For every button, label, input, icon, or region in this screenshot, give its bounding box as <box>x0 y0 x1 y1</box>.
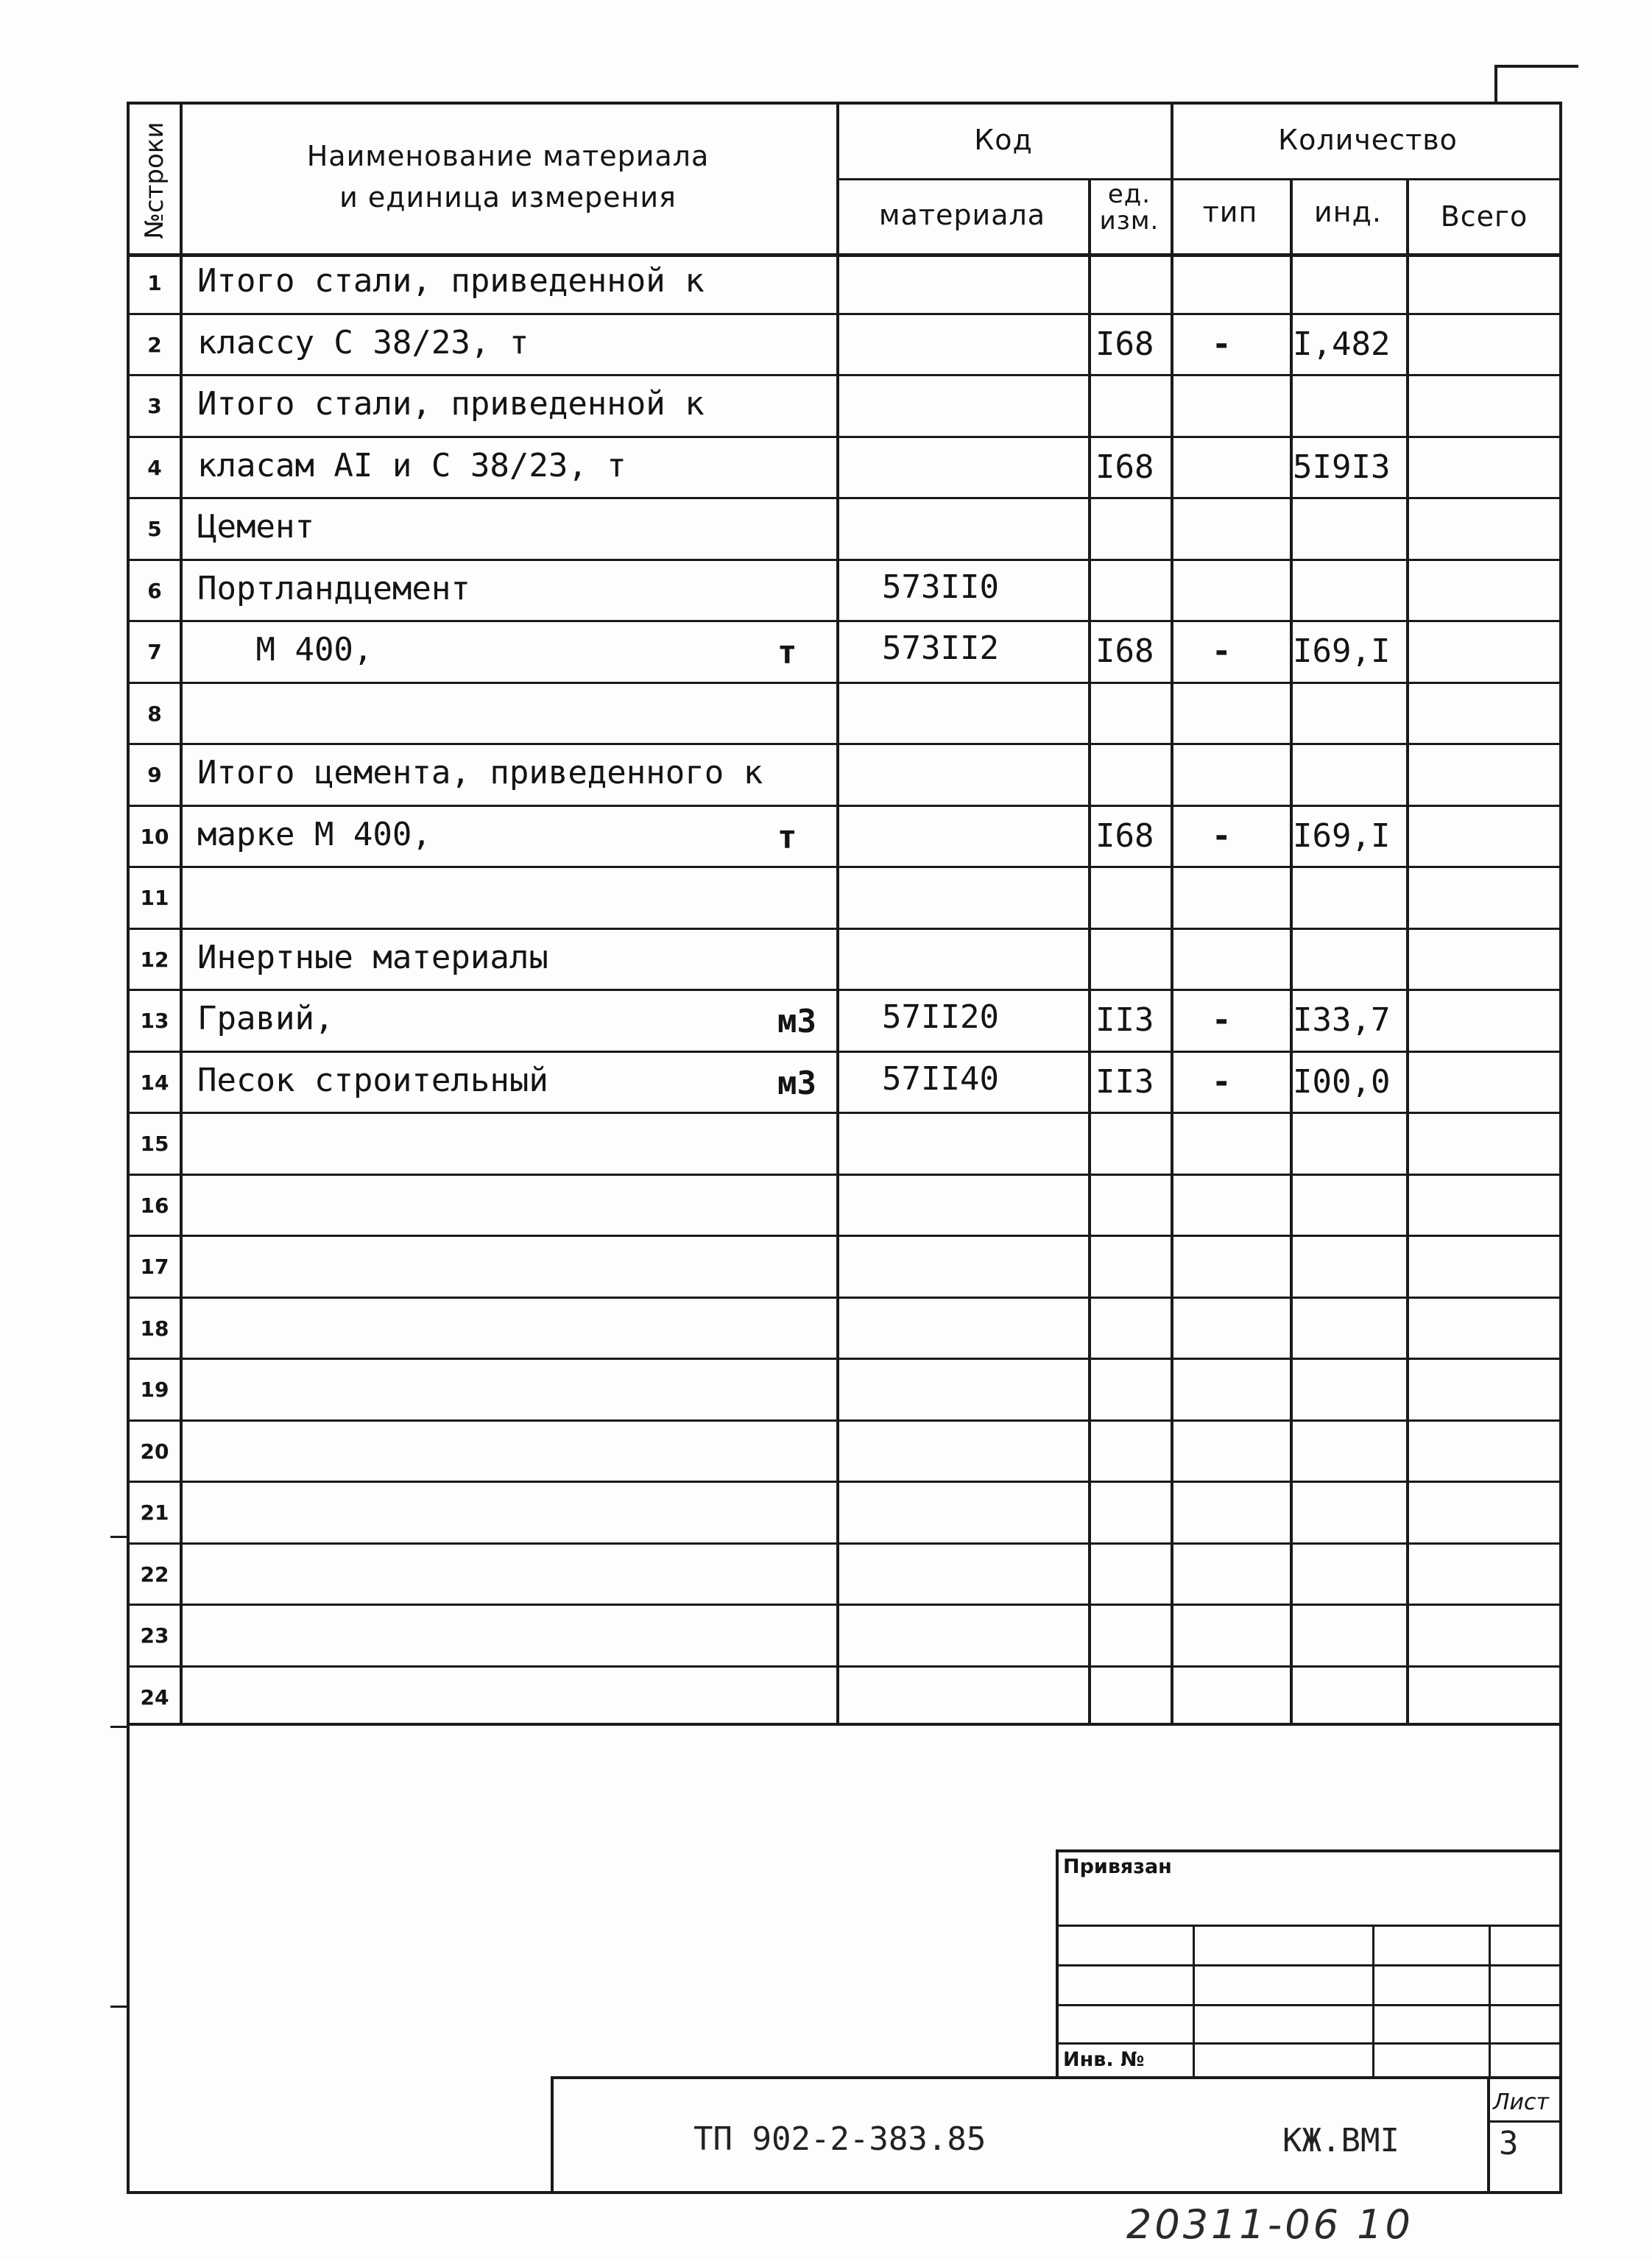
table-row <box>130 1668 1559 1729</box>
table-row <box>130 253 1559 315</box>
table-row <box>130 561 1559 623</box>
table-row <box>130 622 1559 684</box>
qty-ind: I69,I <box>1293 816 1391 855</box>
row-number: 1 <box>147 271 162 295</box>
table-row <box>130 1483 1559 1545</box>
material-name: Инертные материалы <box>197 938 548 976</box>
material-name: Цемент <box>197 508 314 546</box>
table-row <box>130 1606 1559 1668</box>
header-code-material: материала <box>878 199 1046 231</box>
row-number: 3 <box>147 394 162 418</box>
material-name: марке М 400, <box>197 815 431 853</box>
material-name: Итого цемента, приведенного к <box>197 754 763 791</box>
row-number: 12 <box>140 947 169 972</box>
row-number: 9 <box>147 763 162 787</box>
row-number: 21 <box>140 1500 169 1525</box>
materials-table <box>127 102 1562 1726</box>
table-row <box>130 1237 1559 1299</box>
table-row <box>130 1053 1559 1115</box>
unit-code: II3 <box>1095 1001 1154 1039</box>
table-row <box>130 1114 1559 1176</box>
row-number: 6 <box>147 578 162 603</box>
row-number: 18 <box>140 1316 169 1341</box>
row-number: 24 <box>140 1685 169 1710</box>
material-name: Гравий, <box>197 1000 334 1037</box>
unit-code: II3 <box>1095 1062 1154 1101</box>
material-code: 573II0 <box>882 568 999 606</box>
table-row <box>130 807 1559 869</box>
header-qty-type: тип <box>1202 196 1258 228</box>
material-name: Песок строительный <box>197 1061 548 1099</box>
document-code: ТП 902-2-383.85 <box>693 2120 986 2158</box>
header-qty-ind: инд. <box>1314 196 1382 228</box>
qty-ind: I69,I <box>1293 632 1391 670</box>
material-unit: м3 <box>777 1064 816 1102</box>
table-row <box>130 745 1559 807</box>
header-qty-group: Количество <box>1278 124 1458 156</box>
header-qty-total: Всего <box>1440 200 1528 233</box>
material-name: Итого стали, приведенной к <box>197 262 705 300</box>
header-subline <box>836 178 1559 180</box>
table-row <box>130 1360 1559 1422</box>
qty-ind: I00,0 <box>1293 1062 1391 1101</box>
table-row <box>130 684 1559 746</box>
table-row <box>130 1299 1559 1361</box>
sheet-number: 3 <box>1499 2125 1519 2162</box>
header-code-group: Код <box>974 124 1033 156</box>
header-code-unit: ед. изм. <box>1099 180 1159 236</box>
table-row <box>130 868 1559 930</box>
material-name: Итого стали, приведенной к <box>197 385 705 423</box>
material-unit: т <box>777 634 797 671</box>
qty-type: - <box>1212 325 1232 363</box>
stamp-privyazan <box>1056 1849 1562 2079</box>
row-number: 22 <box>140 1562 169 1587</box>
row-number: 10 <box>140 824 169 849</box>
row-number: 17 <box>140 1255 169 1279</box>
header-row-number: №строки <box>140 121 169 239</box>
qty-type: - <box>1212 632 1232 670</box>
material-unit: м3 <box>777 1003 816 1040</box>
edge-tick <box>110 1536 128 1538</box>
row-number: 14 <box>140 1070 169 1095</box>
row-number: 23 <box>140 1623 169 1648</box>
row-number: 5 <box>147 517 162 541</box>
qty-ind: I,482 <box>1293 325 1391 363</box>
row-number: 20 <box>140 1439 169 1464</box>
table-row <box>130 315 1559 377</box>
document-mark: КЖ.ВМI <box>1282 2122 1399 2159</box>
unit-code: I68 <box>1095 816 1154 855</box>
row-number: 8 <box>147 701 162 726</box>
row-number: 19 <box>140 1378 169 1402</box>
row-number: 15 <box>140 1132 169 1156</box>
edge-tick <box>110 1726 128 1728</box>
table-row <box>130 1176 1559 1238</box>
frame-left <box>127 1723 130 2194</box>
table-row <box>130 1545 1559 1606</box>
material-name: классу С 38/23, т <box>197 323 529 361</box>
row-number: 11 <box>140 886 169 910</box>
material-unit: т <box>777 818 797 856</box>
table-row <box>130 930 1559 992</box>
row-number: 4 <box>147 455 162 480</box>
qty-type: - <box>1212 1001 1232 1039</box>
qty-type: - <box>1212 1062 1232 1101</box>
table-row <box>130 1422 1559 1484</box>
material-name: М 400, <box>197 631 373 669</box>
qty-ind: I33,7 <box>1293 1001 1391 1039</box>
row-number: 2 <box>147 332 162 357</box>
unit-code: I68 <box>1095 325 1154 363</box>
material-name: класам АI и С 38/23, т <box>197 446 626 484</box>
stamp-title-block <box>551 2076 1562 2194</box>
material-code: 573II2 <box>882 629 999 667</box>
table-row <box>130 991 1559 1053</box>
corner-mark <box>1494 65 1578 105</box>
table-row <box>130 438 1559 500</box>
sheet-label: Лист <box>1493 2089 1550 2115</box>
handwritten-archive-number: 20311-06 10 <box>1126 2201 1413 2248</box>
unit-code: I68 <box>1095 448 1154 486</box>
table-row <box>130 499 1559 561</box>
material-code: 57II40 <box>882 1059 999 1098</box>
row-number: 16 <box>140 1193 169 1218</box>
edge-tick <box>110 2006 128 2008</box>
material-code: 57II20 <box>882 998 999 1036</box>
header-name-line2: и единица измерения <box>339 181 677 214</box>
header-name-line1: Наименование материала <box>306 140 710 172</box>
material-name: Портландцемент <box>197 569 470 607</box>
stamp-privyazan-label: Привязан <box>1063 1855 1172 1878</box>
table-row <box>130 376 1559 438</box>
stamp-inv-label: Инв. № <box>1063 2048 1145 2071</box>
qty-ind: 5I9I3 <box>1293 448 1391 486</box>
qty-type: - <box>1212 816 1232 855</box>
row-number: 13 <box>140 1009 169 1033</box>
row-number: 7 <box>147 640 162 664</box>
unit-code: I68 <box>1095 632 1154 670</box>
